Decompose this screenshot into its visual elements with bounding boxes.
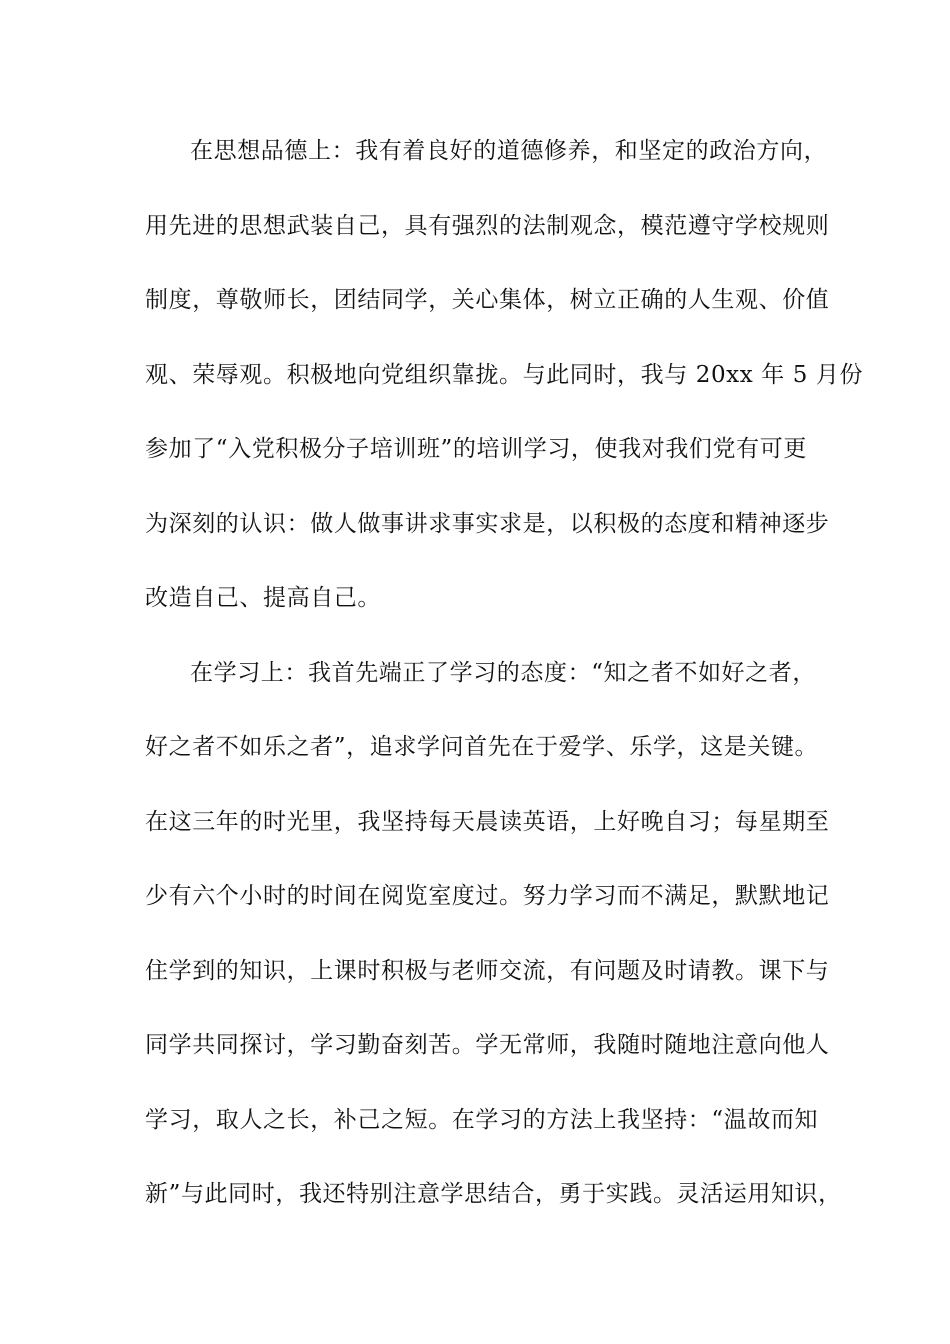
paragraph-1-line-6: 为深刻的认识：做人做事讲求事实求是，以积极的态度和精神逐步: [145, 511, 830, 537]
paragraph-2-line-8: 新”与此同时，我还特别注意学思结合，勇于实践。灵活运用知识，: [145, 1181, 842, 1207]
paragraph-2-line-4: 少有六个小时的时间在阅览室度过。努力学习而不满足，默默地记: [145, 883, 830, 909]
paragraph-1-line-2: 用先进的思想武装自己，具有强烈的法制观念，模范遵守学校规则: [145, 213, 830, 239]
paragraph-1-line-7: 改造自己、提高自己。: [145, 585, 381, 611]
paragraph-1-line-4: 观、荣辱观。积极地向党组织靠拢。与此同时，我与 20xx 年 5 月份: [145, 362, 864, 388]
paragraph-2-line-1: 在学习上：我首先端正了学习的态度：“知之者不如好之者，: [190, 660, 816, 686]
paragraph-2-line-2: 好之者不如乐之者”，追求学问首先在于爱学、乐学，这是关键。: [145, 734, 819, 760]
paragraph-1-line-3: 制度，尊敬师长，团结同学，关心集体，树立正确的人生观、价值: [145, 287, 830, 313]
paragraph-2-line-6: 同学共同探讨，学习勤奋刻苦。学无常师，我随时随地注意向他人: [145, 1032, 830, 1058]
paragraph-2-line-5: 住学到的知识，上课时积极与老师交流，有问题及时请教。课下与: [145, 958, 830, 984]
paragraph-2-line-3: 在这三年的时光里，我坚持每天晨读英语，上好晚自习；每星期至: [145, 809, 830, 835]
paragraph-1-line-1: 在思想品德上：我有着良好的道德修养，和坚定的政治方向，: [190, 138, 828, 164]
paragraph-2-line-7: 学习，取人之长，补己之短。在学习的方法上我坚持：“温故而知: [145, 1107, 819, 1133]
paragraph-1-line-5: 参加了“入党积极分子培训班”的培训学习，使我对我们党有可更: [145, 436, 807, 462]
